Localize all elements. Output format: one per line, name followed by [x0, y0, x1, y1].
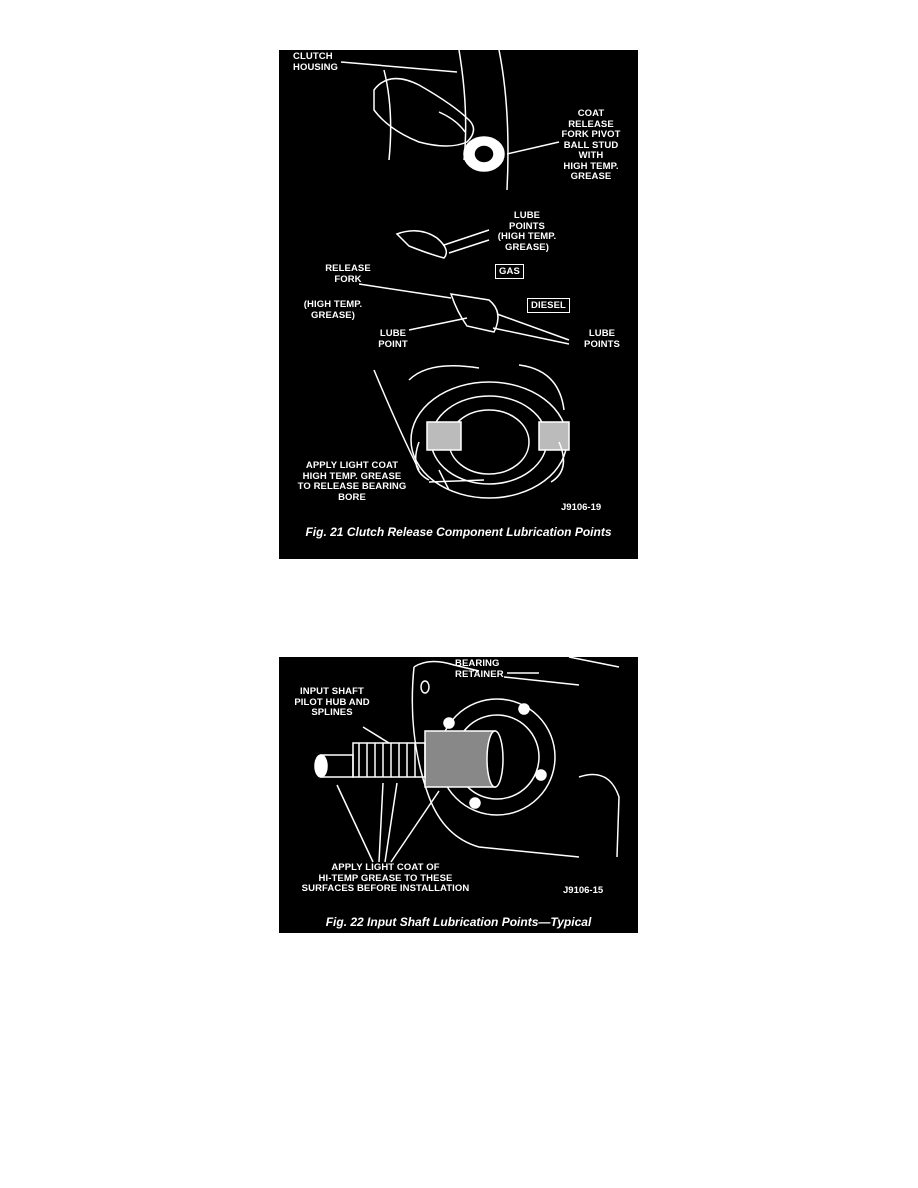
high-temp-grease-label: (HIGH TEMP. GREASE) [303, 299, 363, 321]
figure-21 [279, 50, 638, 559]
input-shaft-label: INPUT SHAFT PILOT HUB AND SPLINES [294, 686, 370, 718]
figure-22-caption: Fig. 22 Input Shaft Lubrication Points—Typical [325, 915, 592, 929]
release-fork-label: RELEASE FORK [325, 263, 371, 285]
apply-light-coat-label: APPLY LIGHT COAT HIGH TEMP. GREASE TO RELEASE BEARING BORE [297, 460, 407, 503]
figure-22-code: J9106-15 [563, 885, 604, 896]
diesel-label: DIESEL [527, 298, 570, 313]
bearing-retainer-label: BEARING RETAINER [455, 658, 504, 680]
figure-21-caption: Fig. 21 Clutch Release Component Lubrication Points [305, 525, 612, 539]
gas-label: GAS [495, 264, 524, 279]
clutch-housing-label: CLUTCH HOUSING [293, 51, 339, 73]
coat-release-fork-label: COAT RELEASE FORK PIVOT BALL STUD WITH HIGH TEMP. GREASE [561, 108, 621, 182]
figure-21-code: J9106-19 [561, 502, 602, 513]
apply-light-coat-shaft-label: APPLY LIGHT COAT OF HI-TEMP GREASE TO THESE SURFACES BEFORE INSTALLATION [301, 862, 470, 894]
lube-point-label: LUBE POINT [378, 328, 408, 350]
lube-points-right-label: LUBE POINTS [584, 328, 620, 350]
lube-points-top-label: LUBE POINTS (HIGH TEMP. GREASE) [497, 210, 557, 253]
figure-22 [279, 657, 638, 933]
